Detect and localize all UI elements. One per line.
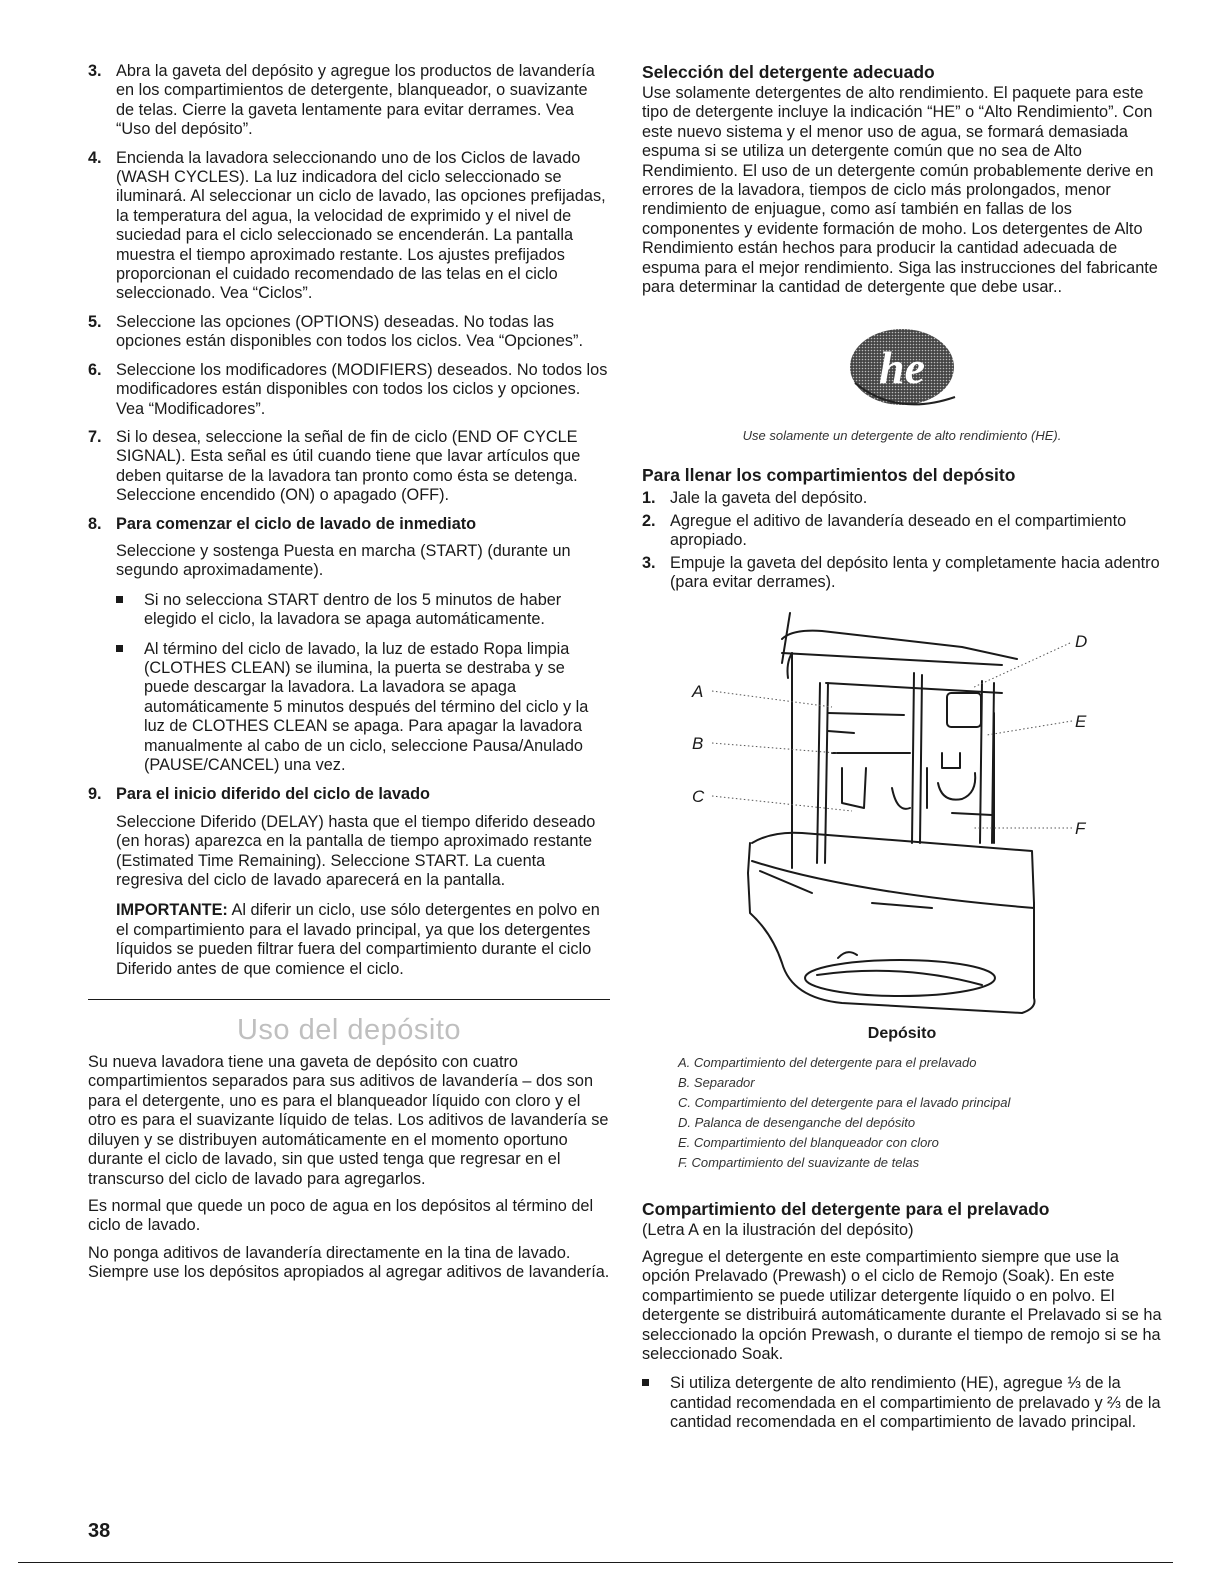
prewash-subtitle: (Letra A en la ilustración del depósito) <box>642 1220 914 1239</box>
he-logo <box>642 325 1162 420</box>
step-text: Encienda la lavadora seleccionando uno de los Ciclos de lavado (WASH CYCLES). La luz indicadora del ciclo seleccionado se iluminará. Al seleccionar un ciclo de lavado, las opciones prefijadas, la temperatura del agua, la velocidad de exprimido y el nivel de suciedad para el ciclo seleccionado se encenderán. La pantalla muestra el tiempo aproximado restante. Los ajustes prefijados proporcionan el cuidado recomendado de las telas en el ciclo seleccionado. Vea “Ciclos”. <box>116 148 606 303</box>
bullet-square-icon <box>116 645 123 652</box>
important-label: IMPORTANTE: <box>116 901 228 920</box>
he-logo-icon <box>837 325 967 415</box>
diagram-label-d: D <box>1075 631 1088 651</box>
diagram-caption: Depósito <box>867 1024 937 1042</box>
footer-rule <box>18 1562 1173 1563</box>
prewash-bullets <box>642 1374 1162 1432</box>
prewash-heading: Compartimiento del detergente para el prelavado <box>642 1198 1050 1219</box>
step-number: 4. <box>88 148 102 167</box>
paragraph: Su nueva lavadora tiene una gaveta de depósito con cuatro compartimientos separados para sus aditivos de lavandería – dos son para el detergente, uno es para el blanqueador líquido con cloro y el otro es para el suavizante líquido de telas. Los aditivos de lavandería se diluyen y se distribuyen automáticamente en el momento oportuno durante el ciclo de lavado, sin que usted tenga que regresar en el transcurso del ciclo de lavado para agregarlos. <box>88 1053 609 1188</box>
detergent-text: Use solamente detergentes de alto rendimiento. El paquete para este tipo de detergente incluye la indicación “HE” o “Alto Rendimiento”. Con este nuevo sistema y el menor uso de agua, se formará demasiada espuma si se utiliza un detergente común que no sea de Alto Rendimiento. El uso de un detergente común probablemente derive en errores de la lavadora, tiempos de ciclo más prolongados, menor rendimiento de enjuague, como así también en fallas de los componentes y evidente formación de moho. Los detergentes de Alto Rendimiento están hechos para producir la cantidad adecuada de espuma para el mejor rendimiento. Siga las instrucciones del fabricante para determinar la cantidad de detergente que debe usar.. <box>642 84 1158 297</box>
bullet-square-icon <box>116 596 123 603</box>
step-6 <box>88 361 610 419</box>
diagram-label-e: E <box>1075 711 1087 731</box>
section-divider <box>88 999 610 1000</box>
step-text: Abra la gaveta del depósito y agregue los productos de lavandería en los compartimientos de detergente, blanqueador, o suavizante de telas. Cierre la gaveta lentamente para evitar derrames. Vea “Uso del depósito”. <box>116 62 595 139</box>
step-number: 9. <box>88 785 102 804</box>
page-number: 38 <box>88 1520 111 1542</box>
step-text: Si lo desea, seleccione la señal de fin de ciclo (END OF CYCLE SIGNAL). Esta señal es útil cuando tiene que lavar artículos que deben quitarse de la lavadora tan pronto como ésta se detenga. Seleccione encendido (ON) o apagado (OFF). <box>116 427 581 505</box>
dispenser-diagram <box>642 603 1162 1023</box>
bullet-list <box>116 591 610 776</box>
right-column <box>642 62 1162 1443</box>
diagram-label-b: B <box>692 733 704 753</box>
step-number: 5. <box>88 312 102 331</box>
he-caption: Use solamente un detergente de alto rendimiento (HE). <box>742 428 1062 444</box>
diagram-label-a: A <box>692 681 704 701</box>
step-9 <box>88 785 610 979</box>
legend-item: D. Palanca de desenganche del depósito <box>678 1114 916 1130</box>
step-text: Seleccione los modificadores (MODIFIERS) deseados. No todos los modificadores están disponibles con todos los ciclos y opciones. Vea “Modificadores”. <box>116 360 608 418</box>
fill-heading: Para llenar los compartimientos del depósito <box>642 465 1016 486</box>
step-number: 8. <box>88 514 102 533</box>
legend-item: E. Compartimiento del blanqueador con cloro <box>678 1134 939 1150</box>
step-4 <box>88 149 610 304</box>
bullet-item <box>642 1374 1162 1432</box>
diagram-label-f: F <box>1075 818 1086 838</box>
step-5 <box>88 313 610 352</box>
paragraph: No ponga aditivos de lavandería directamente en la tina de lavado. Siempre use los depósitos apropiados al agregar aditivos de lavandería. <box>88 1243 610 1282</box>
legend-item: A. Compartimiento del detergente para el prelavado <box>678 1054 977 1070</box>
step-number: 3. <box>88 62 102 80</box>
step-number: 2. <box>642 511 656 530</box>
step-heading: Para el inicio diferido del ciclo de lavado <box>116 785 430 804</box>
step-text: Agregue el aditivo de lavandería deseado en el compartimiento apropiado. <box>670 511 1127 550</box>
bullet-text: Si no selecciona START dentro de los 5 minutos de haber elegido el ciclo, la lavadora se apaga automáticamente. <box>144 590 562 629</box>
bullet-text: Si utiliza detergente de alto rendimiento (HE), agregue ⅓ de la cantidad recomendada en el compartimiento de prelavado y ⅔ de la cantidad recomendada en el compartimiento de lavado principal. <box>670 1374 1161 1432</box>
fill-step-3 <box>642 554 1162 593</box>
step-text: Jale la gaveta del depósito. <box>670 489 868 508</box>
dispenser-illustration <box>642 603 1162 1023</box>
detergent-heading: Selección del detergente adecuado <box>642 62 935 82</box>
bullet-square-icon <box>642 1379 649 1386</box>
left-column <box>88 62 610 1291</box>
important-note <box>116 901 610 979</box>
legend-item: B. Separador <box>678 1074 755 1090</box>
diagram-legend <box>678 1053 1162 1173</box>
step-text: Seleccione las opciones (OPTIONS) deseadas. No todas las opciones están disponibles con todos los ciclos. Vea “Opciones”. <box>116 312 583 351</box>
bullet-item <box>116 640 610 776</box>
step-3 <box>88 62 610 140</box>
section-title: Uso del depósito <box>236 1014 462 1047</box>
diagram-label-c: C <box>692 786 705 806</box>
step-text: Seleccione y sostenga Puesta en marcha (START) (durante un segundo aproximadamente). <box>116 541 571 580</box>
he-logo-text: he <box>879 342 925 394</box>
important-text: Al diferir un ciclo, use sólo detergentes en polvo en el compartimiento para el lavado principal, ya que los detergentes líquidos se pueden filtrar fuera del compartimiento durante el ciclo Diferido antes de que comience el ciclo. <box>116 901 600 978</box>
step-text: Empuje la gaveta del depósito lenta y completamente hacia adentro (para evitar derrames). <box>670 553 1160 592</box>
fill-steps <box>642 489 1162 592</box>
bullet-item <box>116 591 610 630</box>
legend-item: F. Compartimiento del suavizante de telas <box>678 1154 920 1170</box>
paragraph: Es normal que quede un poco de agua en los depósitos al término del ciclo de lavado. <box>88 1196 594 1235</box>
fill-step-1 <box>642 489 1162 508</box>
step-number: 1. <box>642 489 656 508</box>
step-number: 7. <box>88 427 102 446</box>
step-number: 6. <box>88 360 102 379</box>
step-text: Seleccione Diferido (DELAY) hasta que el tiempo diferido deseado (en horas) aparezca en la pantalla de tiempo aproximado restante (Estimated Time Remaining). Seleccione START. La cuenta regresiva del ciclo de lavado aparecerá en la pantalla. <box>116 812 596 890</box>
prewash-text: Agregue el detergente en este compartimiento siempre que use la opción Prelavado (Prewash) o el ciclo de Remojo (Soak). En este compartimiento se puede utilizar detergente líquido o en polvo. El detergente se distribuirá automáticamente durante el Prelavado si se ha seleccionado la opción Prewash, o durante el tiempo de remojo si se ha seleccionado Soak. <box>642 1247 1162 1363</box>
legend-item: C. Compartimiento del detergente para el lavado principal <box>678 1094 1011 1110</box>
fill-step-2 <box>642 512 1162 551</box>
steps-list <box>88 62 610 979</box>
step-7 <box>88 428 610 506</box>
step-8 <box>88 515 610 776</box>
step-heading: Para comenzar el ciclo de lavado de inmediato <box>116 514 477 533</box>
bullet-text: Al término del ciclo de lavado, la luz de estado Ropa limpia (CLOTHES CLEAN) se ilumina, la puerta se destraba y se puede descargar la lavadora. La lavadora se apaga automáticamente 5 minutos después del término del ciclo y la luz de CLOTHES CLEAN se apaga. Para apagar la lavadora manualmente al cabo de un ciclo, seleccione Pausa/Anulado (PAUSE/CANCEL) una vez. <box>144 639 589 774</box>
step-number: 3. <box>642 553 656 572</box>
